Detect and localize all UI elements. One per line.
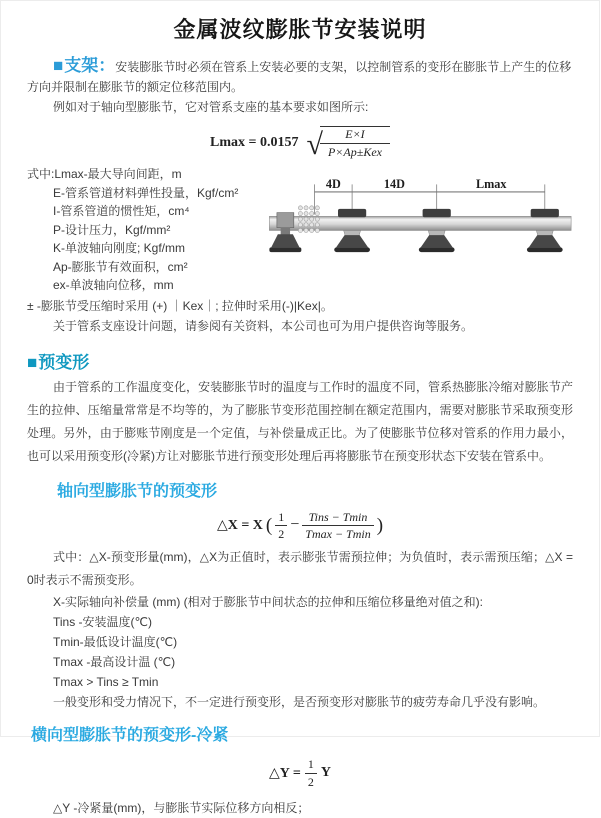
sqrt-fraction [320,126,390,160]
delta-y-rhs: Y [320,765,331,781]
predeform-section-heading [27,348,599,373]
definition-line: Tmax > Tins ≥ Tmin [53,675,159,690]
fraction-numerator: Tins − Tmin [302,510,373,526]
close-paren: ) [376,514,384,536]
fraction-numerator: 1 [305,757,317,773]
definition-line: Tins -安装温度(℃) [53,615,153,630]
param-line: P-设计压力，Kgf/mm² [53,222,171,237]
temperature-fraction [302,510,373,542]
param-line: I-管系管道的惯性矩，cm⁴ [53,204,190,218]
dim-label-lmax: Lmax [475,177,507,192]
pipe [269,216,571,230]
delta-y-formula [1,757,599,789]
support-example-line: 例如对于轴向型膨胀节，它对管系支座的基本要求如图所示: [53,100,369,114]
fraction-denominator: 2 [278,526,285,541]
param-line: E-管系管道材料弹性投量，Kgf/cm² [53,185,239,200]
delta-x-lhs: △X = X [216,517,263,533]
one-half-fraction [305,757,317,789]
support-section-heading [53,56,115,75]
fraction-numerator: 1 [275,510,287,526]
support-heading-label: 支架： [64,56,116,75]
sqrt-fraction-numerator: E×I [320,127,390,144]
parameter-list [27,165,267,295]
lmax-formula [1,126,599,160]
consulting-note: 关于管系支座设计问题，请参阅有关资料，本公司也可为用户提供咨询等服务。 [53,318,474,333]
one-half-fraction [275,510,287,542]
definition-line: X-实际轴向补偿量 (mm) (相对于膨胀节中间状态的拉伸和压缩位移量绝对值之和): [53,595,483,610]
param-line: 式中:Lmax-最大导向间距，m [27,167,182,181]
axial-definition-lines [53,592,599,712]
delta-y-lhs: △Y = [269,765,301,781]
plus-minus-note: ± -膨胀节受压缩时采用 (+) ｜Kex｜; 拉伸时采用(-)|Kex|。 [27,298,333,313]
page-title: 金属波纹膨胀节安装说明 [173,17,427,42]
sqrt-fraction-denominator: P×Ap±Kex [327,145,382,159]
lateral-subsection-heading: 横向型膨胀节的预变形-冷紧 [31,727,229,745]
dim-label-14d: 14D [383,177,405,192]
definition-line: Tmin-最低设计温度(℃) [53,635,178,650]
section-square-icon: ■ [53,56,64,75]
support-intro-paragraph [27,56,573,97]
definition-line: 一般变形和受力情况下，不一定进行预变形，是否预变形对膨胀节的疲劳寿命几乎没有影响。 [53,695,546,710]
fraction-denominator: 2 [307,774,314,789]
section-square-icon: ■ [27,352,38,372]
delta-x-where-line: 式中：△X-预变形量(mm)，△X为正值时，表示膨张节需预拉伸；为负值时，表示需预压缩；△X = 0时表示不需预变形。 [27,550,573,588]
predeform-paragraph: 由于管系的工作温度变化，安装膨胀节时的温度与工作时的温度不同，管系热膨胀冷缩对膨胀节产生的拉伸、压缩量常常是不均等的，为了膨胀节变形范围控制在额定范围内，需要对膨胀节采取预变形处理。另外，由于膨账节刚度是一个定值，与补偿量成正比。为了使膨胀节位移对管系的作用力最小，也可以采用预变形(冷紧)方让对膨胀节进行预变形处理后再将膨胀节在预变形状态下安装在管系中。 [27,379,573,463]
params-and-diagram-row [27,165,599,295]
param-line: K-单波轴向刚度; Kgf/mm [53,241,186,255]
support-intro-text: 安装膨胀节时必须在管系上安装必要的支架，以控制管系的变形在膨胀节上产生的位移方向并限制在膨胀节的额定位移范围内。 [27,60,572,94]
delta-y-note: △Y -冷紧量(mm)，与膨胀节实际位移方向相反； [53,801,310,816]
pipe-support-diagram-svg [267,175,597,269]
sqrt-radical-symbol: √ [306,128,323,162]
delta-x-formula [1,510,599,542]
definition-line: Tmax -最高设计温 (℃) [53,655,176,670]
fraction-denominator: Tmax − Tmin [305,526,371,541]
param-line: Ap-膨胀节有效面积，cm² [53,259,188,274]
open-paren: ( [265,514,273,536]
predeform-heading-label: 预变形 [38,352,90,372]
lmax-formula-lhs: Lmax = 0.0157 [210,135,299,150]
axial-subsection-heading: 轴向型膨胀节的预变形 [57,482,218,500]
param-line: ex-单波轴向位移，mm [53,278,174,292]
dim-label-4d: 4D [325,177,341,192]
minus-sign: − [290,516,300,534]
pipe-support-diagram [267,165,601,295]
